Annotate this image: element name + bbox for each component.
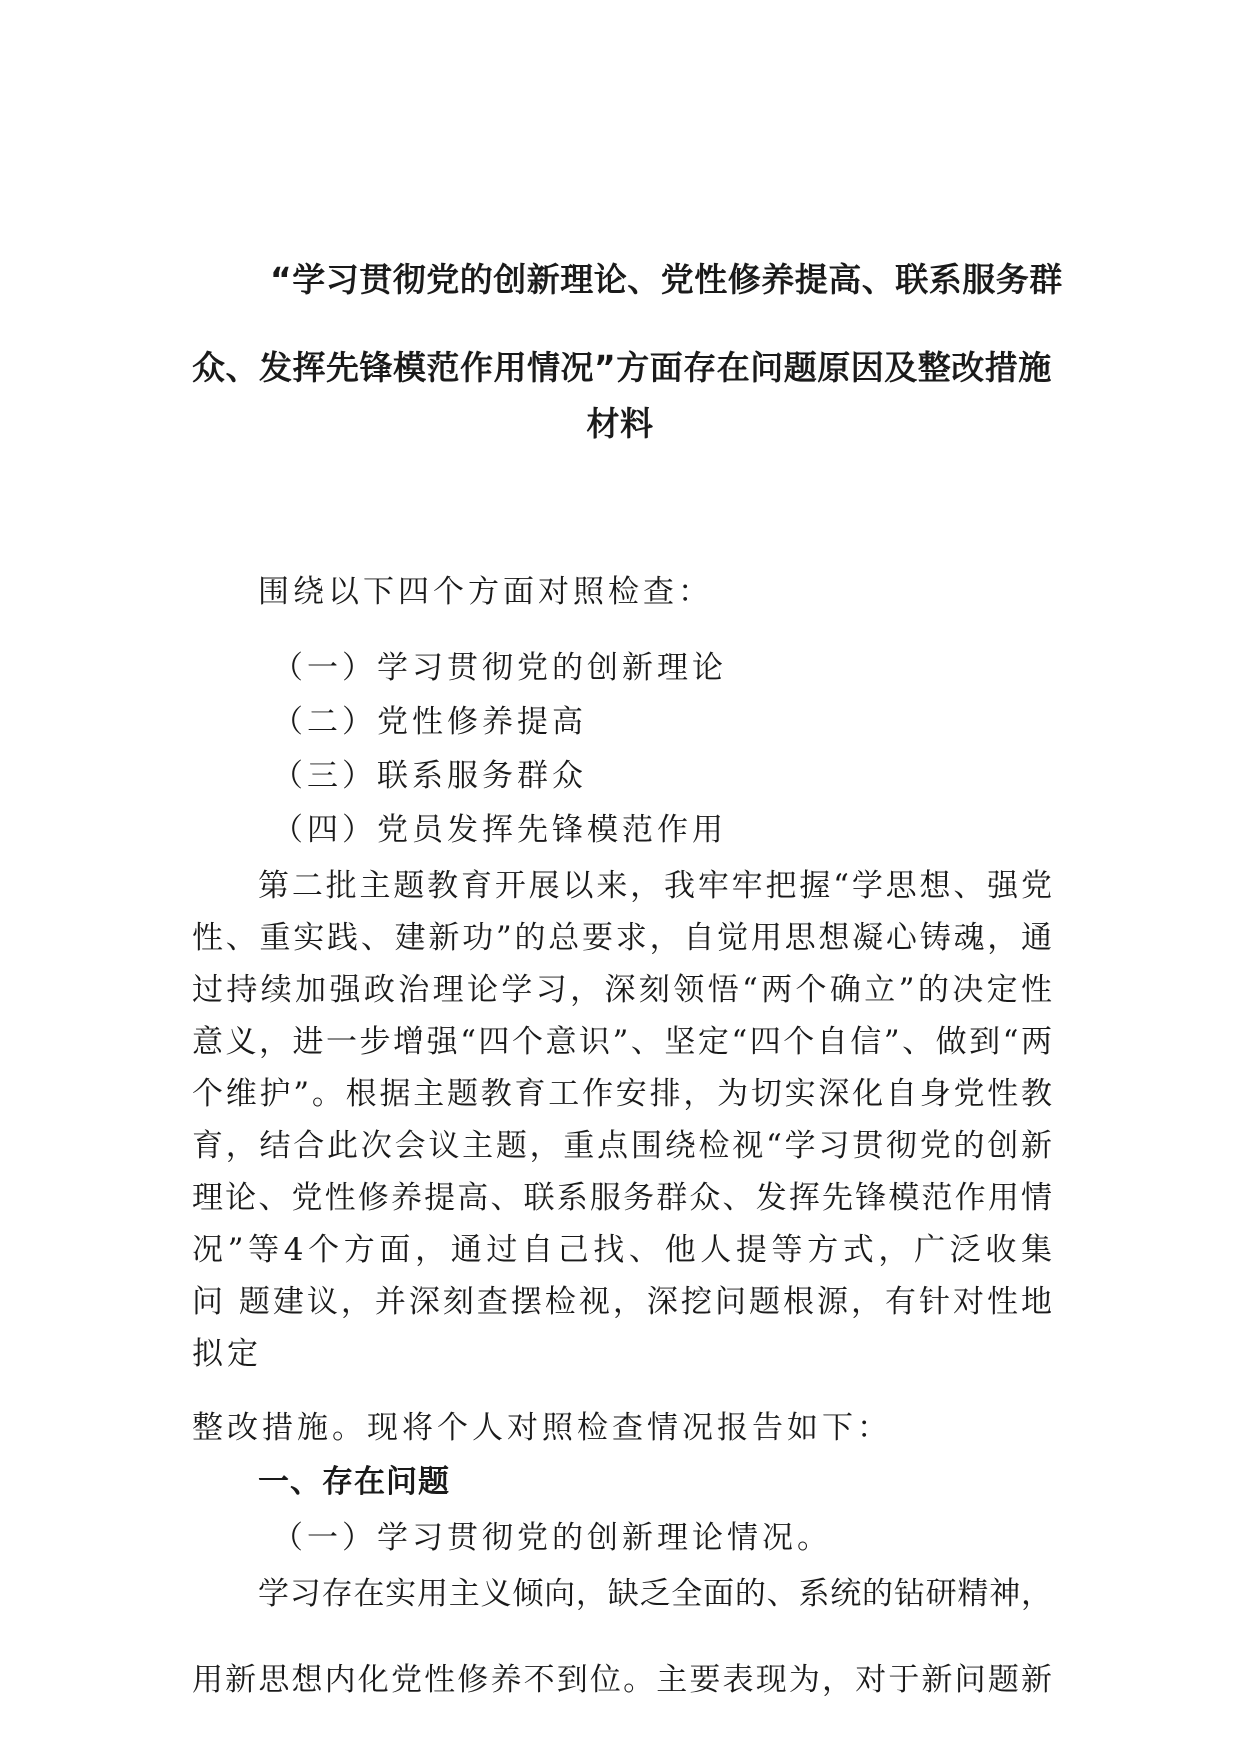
paragraph-1-line-9: 问 题建议，并深刻查摆检视，深挖问题根源，有针对性地 [192, 1284, 1052, 1320]
paragraph-1-line-3: 过持续加强政治理论学习，深刻领悟“两个确立”的决定性 [192, 972, 1052, 1008]
document-title-line-3: 材料 [586, 404, 654, 443]
paragraph-1-line-7: 理论、党性修养提高、联系服务群众、发挥先锋模范作用情 [192, 1180, 1052, 1216]
subsection-heading: （一）学习贯彻党的创新理论情况。 [272, 1520, 832, 1556]
section-heading: 一、存在问题 [258, 1464, 450, 1500]
document-title-line-2: 众、发挥先锋模范作用情况”方面存在问题原因及整改措施 [192, 348, 1052, 387]
paragraph-1-line-5: 个维护”。根据主题教育工作安排，为切实深化自身党性教 [192, 1076, 1052, 1112]
paragraph-1-line-1: 第二批主题教育开展以来，我牢牢把握“学思想、强党 [258, 868, 1052, 904]
aspect-item-3: （三）联系服务群众 [272, 758, 587, 794]
paragraph-1-line-4: 意义，进一步增强“四个意识”、坚定“四个自信”、做到“两 [192, 1024, 1052, 1060]
aspect-item-4: （四）党员发挥先锋模范作用 [272, 812, 727, 848]
paragraph-1-line-6: 育，结合此次会议主题，重点围绕检视“学习贯彻党的创新 [192, 1128, 1052, 1164]
document-title-line-1: “学习贯彻党的创新理论、党性修养提高、联系服务群 [270, 260, 1063, 299]
paragraph-1-line-10: 拟定 [192, 1336, 262, 1372]
aspect-item-1: （一）学习贯彻党的创新理论 [272, 650, 727, 686]
paragraph-1-tail: 整改措施。现将个人对照检查情况报告如下： [192, 1410, 892, 1446]
paragraph-1-line-2: 性、重实践、建新功”的总要求，自觉用思想凝心铸魂，通 [192, 920, 1052, 956]
aspect-item-2: （二）党性修养提高 [272, 704, 587, 740]
paragraph-2-line-1: 学习存在实用主义倾向，缺乏全面的、系统的钻研精神， [258, 1576, 1052, 1612]
paragraph-1-line-8: 况”等4个方面，通过自己找、他人提等方式，广泛收集 [192, 1232, 1052, 1268]
paragraph-2-line-2: 用新思想内化党性修养不到位。主要表现为，对于新问题新 [192, 1662, 1052, 1698]
intro-text: 围绕以下四个方面对照检查： [258, 574, 713, 610]
